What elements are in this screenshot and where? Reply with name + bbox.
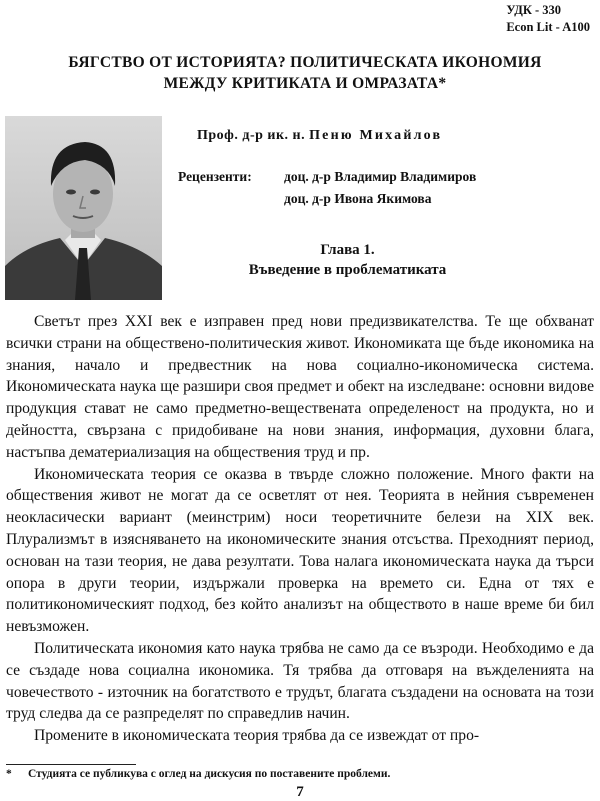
title-line-1: БЯГСТВО ОТ ИСТОРИЯТА? ПОЛИТИЧЕСКАТА ИКОНОМИЯ (68, 54, 542, 71)
paragraph-2: Икономическата теория се оказва в твърде сложно положение. Много факти на обществения живот не могат да се осветлят от нея. Теорията в нейния съвременен неокласически вариант (меинстрим) носи теоретичните белези на XIX век. Плурализмът в изясняването на икономическите знания отсъства. Преходният период, основан на тази теория, не дава резултати. Това налага икономическата наука да търси опора в други теории, издържали проверка на времето си. Една от тях е политикономическият подход, без който анализът на обществото в наше време би бил невъзможен. (6, 465, 594, 636)
reviewer-2: доц. д-р Ивона Якимова (284, 191, 432, 206)
footnote (6, 768, 591, 780)
econlit-code: Econ Lit - A100 (506, 20, 590, 34)
reviewer-1: доц. д-р Владимир Владимиров (284, 169, 477, 184)
footnote-text: Студията се публикува с оглед на дискусия по поставените проблеми. (28, 768, 391, 780)
author-title: Проф. д-р ик. н. (197, 128, 306, 143)
author-name: Пеню Михайлов (309, 128, 443, 143)
classification-codes (506, 2, 590, 36)
footnote-mark: * (6, 768, 12, 780)
chapter-title: Въведение в проблематиката (248, 262, 447, 278)
article-title (20, 52, 590, 94)
page-number: 7 (296, 784, 304, 800)
chapter-heading (175, 240, 520, 280)
title-line-2: МЕЖДУ КРИТИКАТА И ОМРАЗАТА* (163, 75, 447, 92)
paragraph-3: Политическата икономия като наука трябва не само да се възроди. Необходимо е да се създаде нова социална икономика. Тя трябва да отговаря на въжделенията на човечеството - източник на богатството е трудът, благата създадени на основата на този труд следва да се разпределят по справедлив начин. (6, 639, 594, 723)
author-line (197, 128, 442, 144)
paragraph-1: Светът през XXI век е изправен пред нови предизвикателства. Те ще обхванат всички страни на обществено-политическия живот. Икономиката ще бъде икономика на знания, начало и предвестник на нова социално-икономическа система. Икономическата наука ще разшири своя предмет и обект на изследване: основни видове продукция стават не само предметно-веществената определеност на продукта, но и дейността, свързана с придобиване на нови знания, информация, духовни блага, настъпва дематериализация на обществения труд и пр. (6, 313, 594, 461)
author-photo (5, 116, 162, 300)
chapter-number: Глава 1. (320, 242, 375, 258)
reviewers-label: Рецензенти: (178, 169, 252, 184)
reviewers-block (178, 166, 476, 210)
footnote-divider (6, 764, 136, 765)
udk-code: УДК - 330 (506, 3, 562, 17)
author-portrait-image (5, 116, 162, 300)
paragraph-4: Промените в икономическата теория трябва да се извеждат от про- (34, 727, 480, 745)
body-text (6, 311, 594, 747)
